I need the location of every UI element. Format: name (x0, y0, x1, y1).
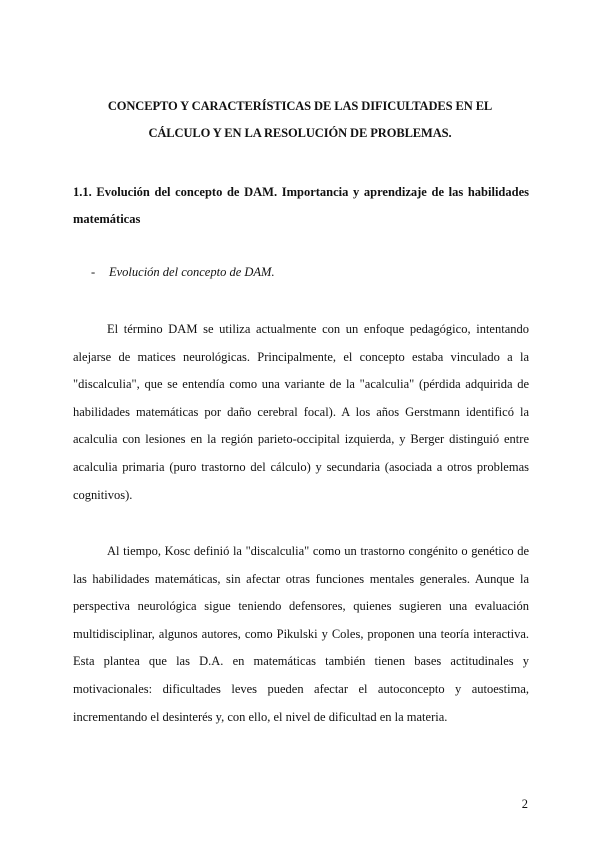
subsection-heading-text: Evolución del concepto de DAM. (109, 265, 275, 279)
paragraph-1: El término DAM se utiliza actualmente con un enfoque pedagógico, intentando alejarse de matices neurológicas. Principalmente, el concepto estaba vinculado a la "discalculia", que se entendía como una variante de la "acalculia" (pérdida adquirida de habilidades matemáticas por daño cerebral focal). A los años Gerstmann identificó la acalculia con lesiones en la región parieto-occipital izquierda, y Berger distinguió entre acalculia primaria (puro trastorno del cálculo) y secundaria (asociada a otros problemas cognitivos). (73, 322, 529, 502)
title-line-2: CÁLCULO Y EN LA RESOLUCIÓN DE PROBLEMAS. (148, 126, 452, 140)
section-heading: 1.1. Evolución del concepto de DAM. Importancia y aprendizaje de las habilidades matemáticas (73, 185, 529, 226)
title-line-1: CONCEPTO Y CARACTERÍSTICAS DE LAS DIFICULTADES EN EL (107, 99, 493, 113)
subsection-heading (91, 262, 275, 282)
bullet-dash: - (91, 265, 96, 279)
document-title (70, 93, 530, 147)
paragraph-2: Al tiempo, Kosc definió la "discalculia" como un trastorno congénito o genético de las habilidades matemáticas, sin afectar otras funciones mentales generales. Aunque la perspectiva neurológica sigue teniendo defensores, quienes sugieren una evaluación multidisciplinar, algunos autores, como Pikulski y Coles, proponen una teoría interactiva. Esta plantea que las D.A. en matemáticas también tienen bases actitudinales y motivacionales: dificultades leves pueden afectar el autoconcepto y autoestima, incrementando el desinterés y, con ello, el nivel de dificultad en la materia. (73, 544, 529, 724)
page-number: 2 (521, 797, 528, 811)
